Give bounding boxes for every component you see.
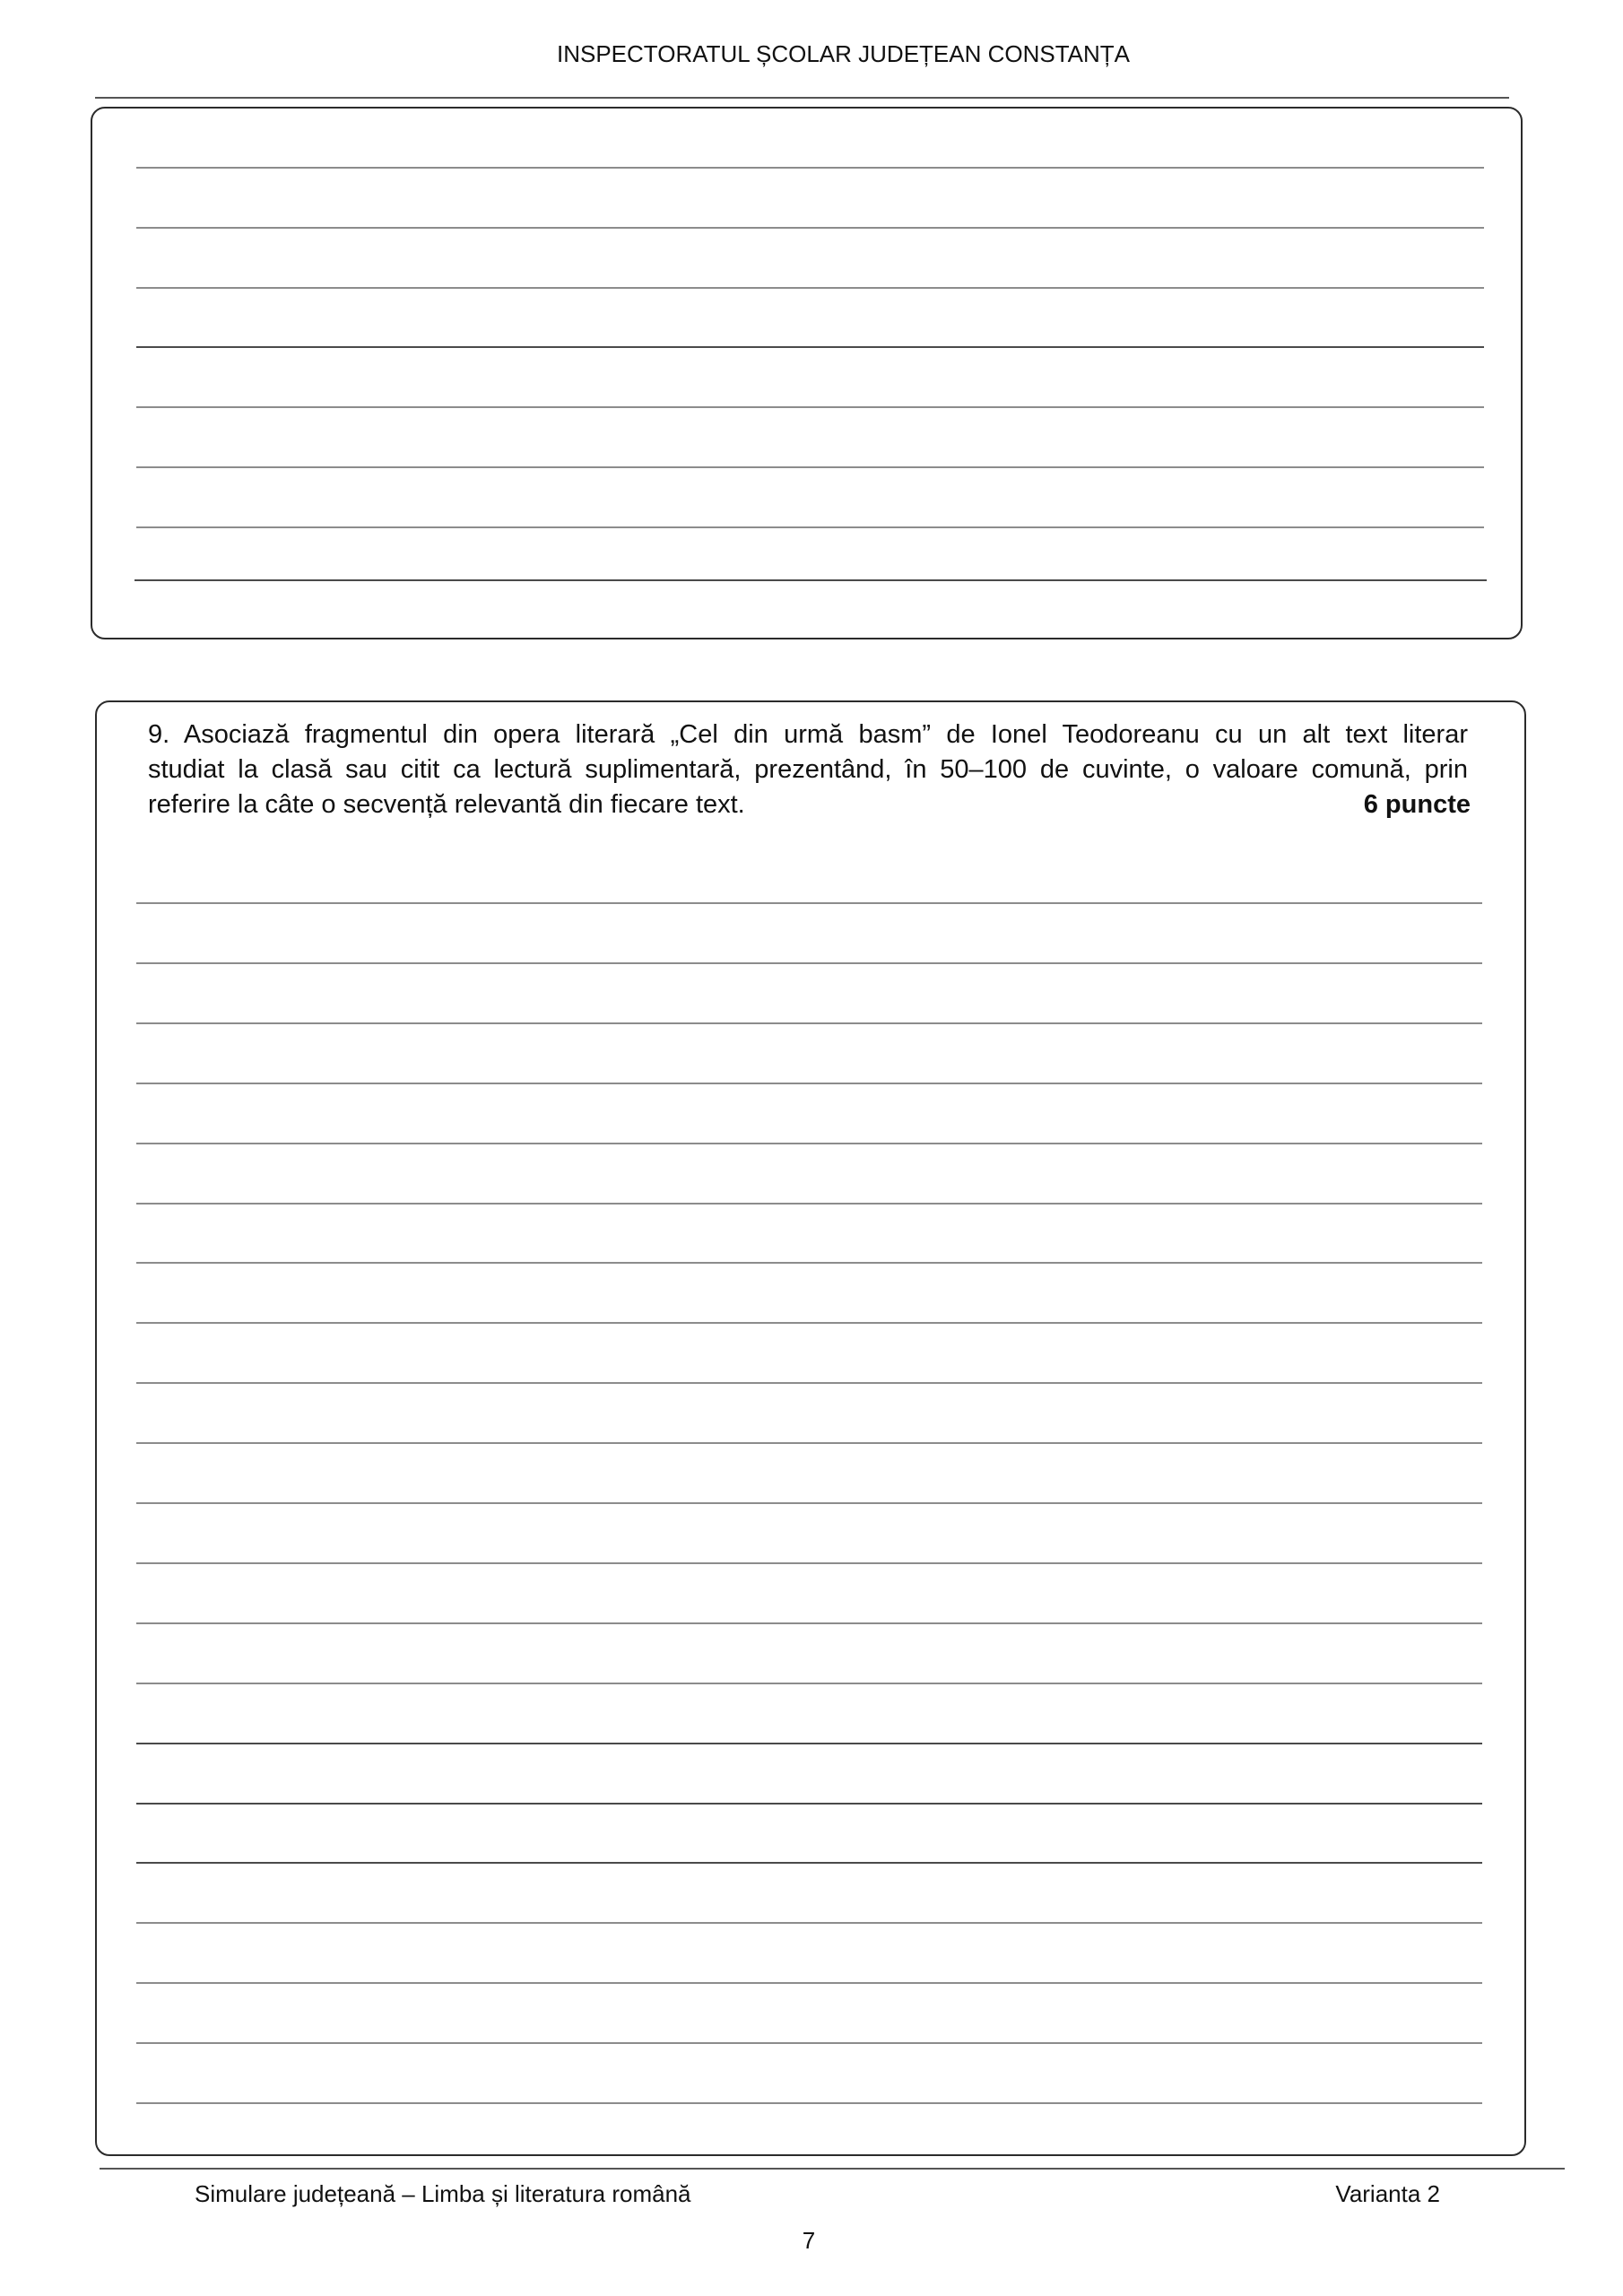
answer-line	[136, 1622, 1482, 1624]
answer-line	[136, 227, 1484, 229]
answer-line	[136, 1442, 1482, 1444]
header-title: INSPECTORATUL ȘCOLAR JUDEȚEAN CONSTANȚA	[557, 40, 1131, 67]
page-number: 7	[802, 2227, 816, 2254]
answer-line	[136, 1862, 1482, 1864]
answer-line	[136, 1502, 1482, 1504]
footer-exam-title: Simulare județeană – Limba și literatura română	[195, 2180, 691, 2207]
answer-line	[136, 1382, 1482, 1384]
question-points: 6 puncte	[1363, 790, 1471, 819]
answer-line	[136, 1322, 1482, 1324]
answer-line	[136, 1803, 1482, 1805]
answer-line	[136, 1262, 1482, 1264]
question-text-line-2: studiat la clasă sau citit ca lectură suplimentară, prezentând, în 50–100 de cuvinte, o valoare comună, prin	[148, 755, 1468, 784]
answer-line	[136, 1743, 1482, 1744]
answer-line	[136, 1143, 1482, 1144]
answer-line	[135, 579, 1487, 581]
question-text-line-1: 9. Asociază fragmentul din opera literară „Cel din urmă basm” de Ionel Teodoreanu cu un alt text literar	[148, 720, 1468, 749]
answer-line	[136, 466, 1484, 468]
question-text-line-3-row	[148, 787, 1471, 822]
header-rule	[95, 97, 1509, 99]
answer-line	[136, 167, 1484, 169]
question-text-line-3: referire la câte o secvență relevantă din fiecare text.	[148, 790, 745, 819]
answer-line	[136, 1562, 1482, 1564]
answer-line	[136, 1922, 1482, 1924]
answer-line	[136, 287, 1484, 289]
answer-line	[136, 1083, 1482, 1084]
answer-line	[136, 2042, 1482, 2044]
answer-line	[136, 1982, 1482, 1984]
answer-line	[136, 1683, 1482, 1684]
answer-box-previous-question	[91, 107, 1523, 639]
answer-line	[136, 406, 1484, 408]
answer-line	[136, 2102, 1482, 2104]
footer-rule	[100, 2168, 1565, 2170]
answer-line	[136, 346, 1484, 348]
question-9-box	[95, 700, 1526, 2156]
answer-line	[136, 1022, 1482, 1024]
answer-line	[136, 962, 1482, 964]
answer-line	[136, 526, 1484, 528]
footer-variant: Varianta 2	[1335, 2180, 1440, 2207]
answer-line	[136, 1203, 1482, 1205]
answer-line	[136, 902, 1482, 904]
